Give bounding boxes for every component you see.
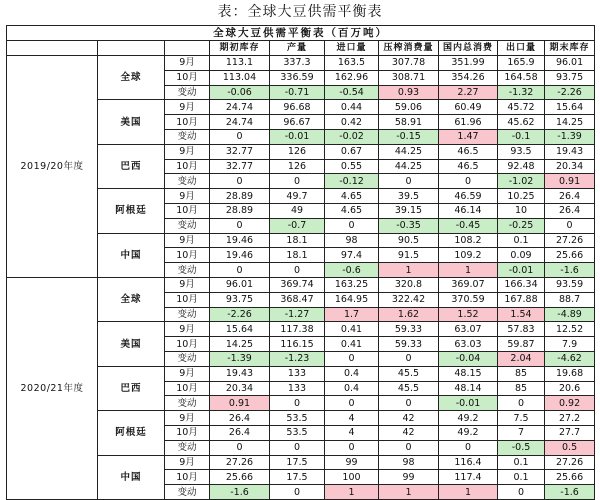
region-label: 阿根廷 [98,411,165,455]
value-cell: 98 [325,233,379,248]
value-cell: 14.25 [545,115,595,130]
row-label: 9月 [165,322,210,337]
value-cell: 0 [325,440,379,455]
value-cell: 0.42 [325,115,379,130]
soybean-balance-table [6,25,595,500]
value-cell: 0 [270,396,325,411]
value-cell: -2.26 [210,307,270,322]
value-cell: 164.58 [498,70,545,85]
value-cell: 96.01 [545,56,595,71]
row-label: 9月 [165,144,210,159]
value-cell: -1.6 [210,485,270,500]
value-cell: 108.2 [439,233,498,248]
value-cell: 93.59 [545,277,595,292]
value-cell: 2.27 [439,85,498,100]
value-cell: 63.07 [439,322,498,337]
value-cell: 32.77 [210,159,270,174]
column-header: 期末库存 [545,41,595,56]
column-header: 期初库存 [210,41,270,56]
value-cell: 26.4 [545,189,595,204]
row-label: 变动 [165,351,210,366]
value-cell: 25.66 [545,470,595,485]
value-cell: 0.1 [498,455,545,470]
value-cell: 24.74 [210,100,270,115]
value-cell: 0.41 [325,337,379,352]
value-cell: 42 [379,425,439,440]
value-cell: 49.7 [270,189,325,204]
value-cell: 1 [379,263,439,278]
column-header: 进口量 [325,41,379,56]
value-cell: 0 [439,174,498,189]
row-label: 9月 [165,189,210,204]
value-cell: 0 [325,396,379,411]
value-cell: 126 [270,144,325,159]
value-cell: 26.4 [210,411,270,426]
value-cell: -1.6 [545,263,595,278]
value-cell: 96.67 [270,115,325,130]
value-cell: 60.49 [439,100,498,115]
value-cell: -0.7 [270,218,325,233]
row-label: 9月 [165,411,210,426]
value-cell: 59.06 [379,100,439,115]
value-cell: 162.96 [325,70,379,85]
table-body [7,26,595,500]
value-cell: -1.23 [270,351,325,366]
value-cell: 322.42 [379,292,439,307]
row-label: 变动 [165,396,210,411]
column-header: 压榨消费量 [379,41,439,56]
value-cell: 49.2 [439,411,498,426]
value-cell: 57.83 [498,322,545,337]
value-cell: 24.74 [210,115,270,130]
value-cell: 88.7 [545,292,595,307]
column-header: 产量 [270,41,325,56]
value-cell: 1 [439,263,498,278]
value-cell: 0 [379,440,439,455]
table-header-row [7,41,595,56]
row-label: 变动 [165,485,210,500]
value-cell: -2.26 [545,85,595,100]
value-cell: 1.54 [498,307,545,322]
value-cell: 49.2 [439,425,498,440]
row-label: 10月 [165,337,210,352]
value-cell: -0.12 [325,174,379,189]
value-cell: 49 [270,203,325,218]
region-label: 美国 [98,100,165,144]
value-cell: 0 [439,440,498,455]
region-label: 巴西 [98,144,165,188]
value-cell: 48.14 [439,381,498,396]
value-cell: 61.96 [439,115,498,130]
value-cell: 4 [325,411,379,426]
value-cell: 19.43 [210,366,270,381]
row-label: 10月 [165,381,210,396]
value-cell: 133 [270,366,325,381]
value-cell: 85 [498,381,545,396]
value-cell: 0 [545,218,595,233]
value-cell: 27.26 [545,233,595,248]
table-title-row [7,26,595,41]
value-cell: 369.07 [439,277,498,292]
value-cell: 32.77 [210,144,270,159]
row-label: 10月 [165,115,210,130]
value-cell: 0 [270,485,325,500]
value-cell: -0.02 [325,129,379,144]
value-cell: 308.71 [379,70,439,85]
row-label: 变动 [165,174,210,189]
region-label: 全球 [98,277,165,321]
value-cell: -4.62 [545,351,595,366]
value-cell: 351.99 [439,56,498,71]
value-cell: -0.15 [379,129,439,144]
value-cell: 0.44 [325,100,379,115]
value-cell: 45.62 [498,115,545,130]
row-label: 9月 [165,56,210,71]
value-cell: 90.5 [379,233,439,248]
value-cell: 320.8 [379,277,439,292]
value-cell: 0 [498,396,545,411]
value-cell: 98 [379,455,439,470]
season-label: 2019/20年度 [7,56,98,278]
region-label: 美国 [98,322,165,366]
value-cell: 59.87 [498,337,545,352]
header-blank [165,41,210,56]
value-cell: 1 [439,485,498,500]
value-cell: 370.59 [439,292,498,307]
value-cell: 44.25 [379,159,439,174]
region-label: 中国 [98,455,165,499]
row-label: 变动 [165,129,210,144]
row-label: 9月 [165,455,210,470]
value-cell: 307.78 [379,56,439,71]
value-cell: -0.71 [270,85,325,100]
value-cell: 7.5 [498,411,545,426]
value-cell: 0 [498,485,545,500]
value-cell: 116.15 [270,337,325,352]
value-cell: 117.38 [270,322,325,337]
value-cell: 126 [270,159,325,174]
row-label: 10月 [165,70,210,85]
value-cell: 0 [210,129,270,144]
value-cell: 91.5 [379,248,439,263]
row-label: 变动 [165,263,210,278]
value-cell: 166.34 [498,277,545,292]
value-cell: 96.68 [270,100,325,115]
value-cell: -1.02 [498,174,545,189]
value-cell: 0.4 [325,381,379,396]
value-cell: 45.72 [498,100,545,115]
value-cell: 0.5 [545,440,595,455]
value-cell: 27.26 [210,455,270,470]
value-cell: 4 [325,425,379,440]
value-cell: 0 [210,174,270,189]
value-cell: 368.47 [270,292,325,307]
value-cell: 59.33 [379,337,439,352]
value-cell: 46.14 [439,203,498,218]
row-label: 9月 [165,100,210,115]
value-cell: 167.88 [498,292,545,307]
value-cell: 113.04 [210,70,270,85]
value-cell: 20.6 [545,381,595,396]
row-label: 10月 [165,203,210,218]
row-label: 9月 [165,277,210,292]
column-header: 国内总消费 [439,41,498,56]
value-cell: 0.55 [325,159,379,174]
value-cell: -0.45 [439,218,498,233]
header-blank [98,41,165,56]
value-cell: 85 [498,366,545,381]
value-cell: 19.43 [545,144,595,159]
row-label: 变动 [165,85,210,100]
region-label: 中国 [98,233,165,277]
value-cell: 163.25 [325,277,379,292]
value-cell: 0 [270,440,325,455]
value-cell: -0.35 [379,218,439,233]
season-label: 2020/21年度 [7,277,98,499]
row-label: 9月 [165,366,210,381]
value-cell: 0 [379,174,439,189]
table-row [7,56,595,71]
value-cell: 44.25 [379,144,439,159]
page-title: 表：全球大豆供需平衡表 [217,4,383,20]
column-header: 出口量 [498,41,545,56]
value-cell: -0.01 [270,129,325,144]
value-cell: 1.7 [325,307,379,322]
value-cell: -0.25 [498,218,545,233]
value-cell: 4.65 [325,189,379,204]
value-cell: -0.01 [439,396,498,411]
value-cell: -0.6 [325,263,379,278]
value-cell: 28.89 [210,203,270,218]
value-cell: 0 [270,174,325,189]
value-cell: 27.2 [545,411,595,426]
value-cell: 354.26 [439,70,498,85]
value-cell: -0.06 [210,85,270,100]
value-cell: 46.5 [439,159,498,174]
value-cell: 0.09 [498,248,545,263]
value-cell: 93.75 [210,292,270,307]
value-cell: 0.4 [325,366,379,381]
value-cell: 133 [270,381,325,396]
value-cell: 0.91 [545,174,595,189]
value-cell: 0.92 [545,396,595,411]
value-cell: 28.89 [210,189,270,204]
value-cell: 17.5 [270,455,325,470]
value-cell: -4.89 [545,307,595,322]
value-cell: 48.15 [439,366,498,381]
value-cell: 93.5 [498,144,545,159]
value-cell: 1.52 [439,307,498,322]
value-cell: 113.1 [210,56,270,71]
region-label: 全球 [98,56,165,100]
value-cell: 0.1 [498,233,545,248]
value-cell: 12.52 [545,322,595,337]
value-cell: 45.5 [379,381,439,396]
value-cell: 165.9 [498,56,545,71]
value-cell: 27.26 [545,455,595,470]
row-label: 变动 [165,440,210,455]
value-cell: 19.46 [210,248,270,263]
value-cell: 1.62 [379,307,439,322]
value-cell: 26.4 [210,425,270,440]
value-cell: 19.68 [545,366,595,381]
value-cell: 20.34 [545,159,595,174]
value-cell: 46.59 [439,189,498,204]
value-cell: -0.54 [325,85,379,100]
region-label: 阿根廷 [98,189,165,233]
value-cell: 163.5 [325,56,379,71]
row-label: 9月 [165,233,210,248]
value-cell: 25.66 [210,470,270,485]
value-cell: 10.25 [498,189,545,204]
value-cell: 116.4 [439,455,498,470]
value-cell: -1.32 [498,85,545,100]
value-cell: 0 [379,351,439,366]
value-cell: 117.4 [439,470,498,485]
value-cell: 99 [325,455,379,470]
value-cell: 0.91 [210,396,270,411]
value-cell: 4.65 [325,203,379,218]
row-label: 10月 [165,292,210,307]
value-cell: 1 [379,485,439,500]
value-cell: 39.15 [379,203,439,218]
header-blank [7,41,98,56]
value-cell: 18.1 [270,233,325,248]
value-cell: -0.1 [498,129,545,144]
value-cell: 97.4 [325,248,379,263]
value-cell: 336.59 [270,70,325,85]
value-cell: 0.67 [325,144,379,159]
value-cell: 25.66 [545,248,595,263]
value-cell: 26.4 [545,203,595,218]
value-cell: 19.46 [210,233,270,248]
value-cell: 7 [498,425,545,440]
value-cell: 0 [325,351,379,366]
value-cell: 369.74 [270,277,325,292]
value-cell: 1.47 [439,129,498,144]
value-cell: 92.48 [498,159,545,174]
value-cell: 337.3 [270,56,325,71]
value-cell: 0 [210,440,270,455]
value-cell: 164.95 [325,292,379,307]
value-cell: 1 [325,485,379,500]
value-cell: -1.27 [270,307,325,322]
value-cell: -1.39 [545,129,595,144]
value-cell: -1.6 [545,485,595,500]
value-cell: 99 [379,470,439,485]
region-label: 巴西 [98,366,165,410]
row-label: 变动 [165,307,210,322]
row-label: 变动 [165,218,210,233]
value-cell: 42 [379,411,439,426]
value-cell: 2.04 [498,351,545,366]
value-cell: -0.01 [498,263,545,278]
value-cell: 0 [210,263,270,278]
value-cell: 0 [210,218,270,233]
value-cell: 58.91 [379,115,439,130]
value-cell: 0.93 [379,85,439,100]
table-title: 全球大豆供需平衡表（百万吨） [7,26,595,41]
value-cell: 17.5 [270,470,325,485]
value-cell: 0 [325,218,379,233]
value-cell: 20.34 [210,381,270,396]
value-cell: 0 [270,263,325,278]
value-cell: 63.03 [439,337,498,352]
value-cell: 45.5 [379,366,439,381]
row-label: 10月 [165,425,210,440]
value-cell: 7.9 [545,337,595,352]
value-cell: 10 [498,203,545,218]
value-cell: 0.41 [325,322,379,337]
value-cell: 27.7 [545,425,595,440]
value-cell: 15.64 [210,322,270,337]
value-cell: 100 [325,470,379,485]
value-cell: 109.2 [439,248,498,263]
value-cell: 93.75 [545,70,595,85]
value-cell: 46.5 [439,144,498,159]
row-label: 10月 [165,248,210,263]
value-cell: -0.5 [498,440,545,455]
table-row [7,277,595,292]
value-cell: 59.33 [379,322,439,337]
value-cell: 53.5 [270,411,325,426]
row-label: 10月 [165,470,210,485]
value-cell: -0.04 [439,351,498,366]
value-cell: 96.01 [210,277,270,292]
value-cell: 0 [379,396,439,411]
value-cell: 0.1 [498,470,545,485]
value-cell: -1.39 [210,351,270,366]
value-cell: 53.5 [270,425,325,440]
value-cell: 18.1 [270,248,325,263]
value-cell: 15.64 [545,100,595,115]
value-cell: 39.5 [379,189,439,204]
value-cell: 14.25 [210,337,270,352]
row-label: 10月 [165,159,210,174]
